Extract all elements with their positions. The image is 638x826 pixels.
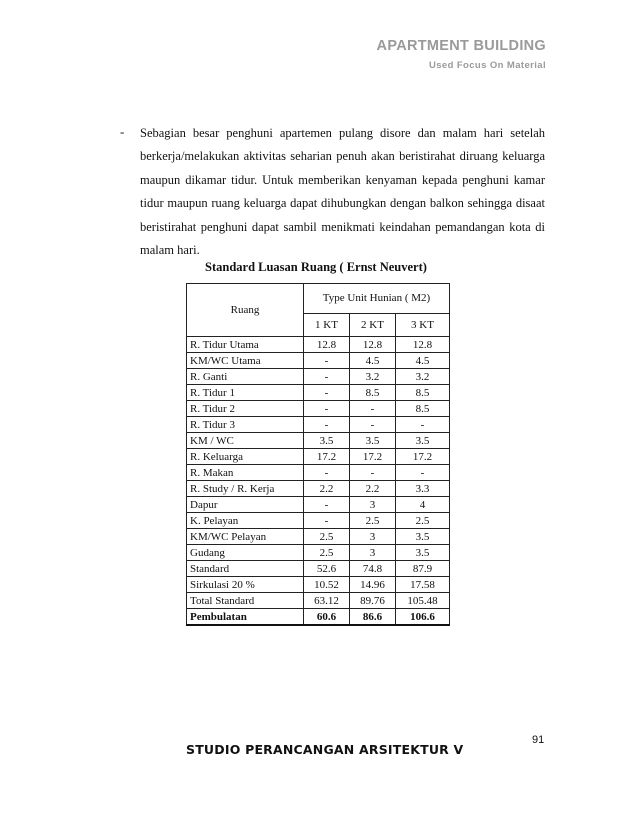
table-cell: 3: [350, 529, 396, 545]
body-paragraph: [140, 122, 545, 262]
table-cell: 4.5: [350, 353, 396, 369]
table-cell: 3.5: [350, 433, 396, 449]
room-area-table: [186, 283, 450, 626]
table-cell: 2.5: [304, 529, 350, 545]
table-cell: 86.6: [350, 609, 396, 626]
table-cell: 12.8: [304, 337, 350, 353]
table-cell: -: [396, 465, 450, 481]
table-cell: 4: [396, 497, 450, 513]
table-row: [187, 385, 450, 401]
table-cell: 2.5: [350, 513, 396, 529]
table-cell: 52.6: [304, 561, 350, 577]
table-row: [187, 593, 450, 609]
row-label: R. Tidur 2: [187, 401, 304, 417]
table-cell: 89.76: [350, 593, 396, 609]
row-label: Sirkulasi 20 %: [187, 577, 304, 593]
table-cell: 63.12: [304, 593, 350, 609]
row-label: R. Tidur Utama: [187, 337, 304, 353]
table-cell: 3.5: [396, 529, 450, 545]
table-row: [187, 369, 450, 385]
row-label: Pembulatan: [187, 609, 304, 626]
header-type-unit: Type Unit Hunian ( M2): [304, 284, 450, 314]
table-cell: -: [350, 417, 396, 433]
table-cell: 3.2: [396, 369, 450, 385]
table-cell: 8.5: [350, 385, 396, 401]
table-row: [187, 545, 450, 561]
table-row: [187, 337, 450, 353]
paragraph-line: tidur maupun ruang keluarga dapat dihubungkan dengan balkon sehingga disaat: [140, 196, 545, 211]
table-row: [187, 465, 450, 481]
table-cell: 3: [350, 497, 396, 513]
table-cell: 74.8: [350, 561, 396, 577]
table-cell: -: [304, 369, 350, 385]
row-label: R. Study / R. Kerja: [187, 481, 304, 497]
table-row: [187, 433, 450, 449]
row-label: R. Tidur 1: [187, 385, 304, 401]
table-row: [187, 353, 450, 369]
table-cell: 17.2: [396, 449, 450, 465]
table-cell: 3.5: [304, 433, 350, 449]
table-cell: 10.52: [304, 577, 350, 593]
table-row: [187, 497, 450, 513]
table-cell: 2.5: [396, 513, 450, 529]
table-cell: 12.8: [350, 337, 396, 353]
table-cell: 3.3: [396, 481, 450, 497]
table-cell: -: [304, 417, 350, 433]
table-row: [187, 609, 450, 626]
header-subtitle: Used Focus On Material: [428, 60, 546, 71]
table-row: [187, 529, 450, 545]
row-label: Standard: [187, 561, 304, 577]
column-header: 1 KT: [304, 313, 350, 336]
row-label: KM / WC: [187, 433, 304, 449]
page-number: 91: [532, 734, 545, 746]
table-title: Standard Luasan Ruang ( Ernst Neuvert): [205, 260, 427, 274]
table-cell: 87.9: [396, 561, 450, 577]
table-cell: 17.2: [350, 449, 396, 465]
row-label: K. Pelayan: [187, 513, 304, 529]
header-ruang: Ruang: [187, 284, 304, 337]
table-cell: 8.5: [396, 385, 450, 401]
table-cell: 3.2: [350, 369, 396, 385]
table-row: [187, 561, 450, 577]
table-cell: -: [350, 465, 396, 481]
footer-studio-title: STUDIO PERANCANGAN ARSITEKTUR V: [186, 742, 464, 757]
paragraph-line: malam hari.: [140, 242, 200, 257]
table-cell: 3.5: [396, 433, 450, 449]
table-cell: -: [304, 401, 350, 417]
table-cell: -: [304, 513, 350, 529]
row-label: KM/WC Pelayan: [187, 529, 304, 545]
table-row: [187, 481, 450, 497]
paragraph-line: beristirahat penghuni dapat sambil menikmati keindahan pemandangan kota di: [140, 219, 545, 234]
table-cell: -: [304, 465, 350, 481]
paragraph-line: maupun dikamar tidur. Untuk memberikan kenyaman kepada penghuni kamar: [140, 172, 545, 187]
row-label: Dapur: [187, 497, 304, 513]
table-cell: 8.5: [396, 401, 450, 417]
table-row: [187, 513, 450, 529]
table-cell: 17.2: [304, 449, 350, 465]
table-cell: 2.5: [304, 545, 350, 561]
table-cell: 2.2: [350, 481, 396, 497]
paragraph-line: berkerja/melakukan aktivitas seharian penuh akan beristirahat diruang keluarga: [140, 149, 545, 164]
row-label: R. Makan: [187, 465, 304, 481]
row-label: Total Standard: [187, 593, 304, 609]
column-header: 3 KT: [396, 313, 450, 336]
bullet-marker: -: [120, 124, 125, 139]
table-cell: 105.48: [396, 593, 450, 609]
table-cell: 106.6: [396, 609, 450, 626]
table-cell: 60.6: [304, 609, 350, 626]
row-label: R. Ganti: [187, 369, 304, 385]
table-cell: -: [304, 497, 350, 513]
table-row: [187, 449, 450, 465]
paragraph-line: Sebagian besar penghuni apartemen pulang disore dan malam hari setelah: [140, 126, 545, 140]
table-cell: 17.58: [396, 577, 450, 593]
row-label: R. Keluarga: [187, 449, 304, 465]
table-cell: 4.5: [396, 353, 450, 369]
table-cell: 2.2: [304, 481, 350, 497]
table-row: [187, 577, 450, 593]
table-cell: -: [396, 417, 450, 433]
table-cell: 3: [350, 545, 396, 561]
table-cell: 3.5: [396, 545, 450, 561]
header-title: APARTMENT BUILDING: [376, 38, 546, 54]
table-cell: 12.8: [396, 337, 450, 353]
table-cell: 14.96: [350, 577, 396, 593]
column-header: 2 KT: [350, 313, 396, 336]
table-row: [187, 417, 450, 433]
table-body: [187, 337, 450, 626]
row-label: KM/WC Utama: [187, 353, 304, 369]
table-cell: -: [304, 385, 350, 401]
row-label: R. Tidur 3: [187, 417, 304, 433]
row-label: Gudang: [187, 545, 304, 561]
table-cell: -: [304, 353, 350, 369]
table-row: [187, 401, 450, 417]
table-cell: -: [350, 401, 396, 417]
